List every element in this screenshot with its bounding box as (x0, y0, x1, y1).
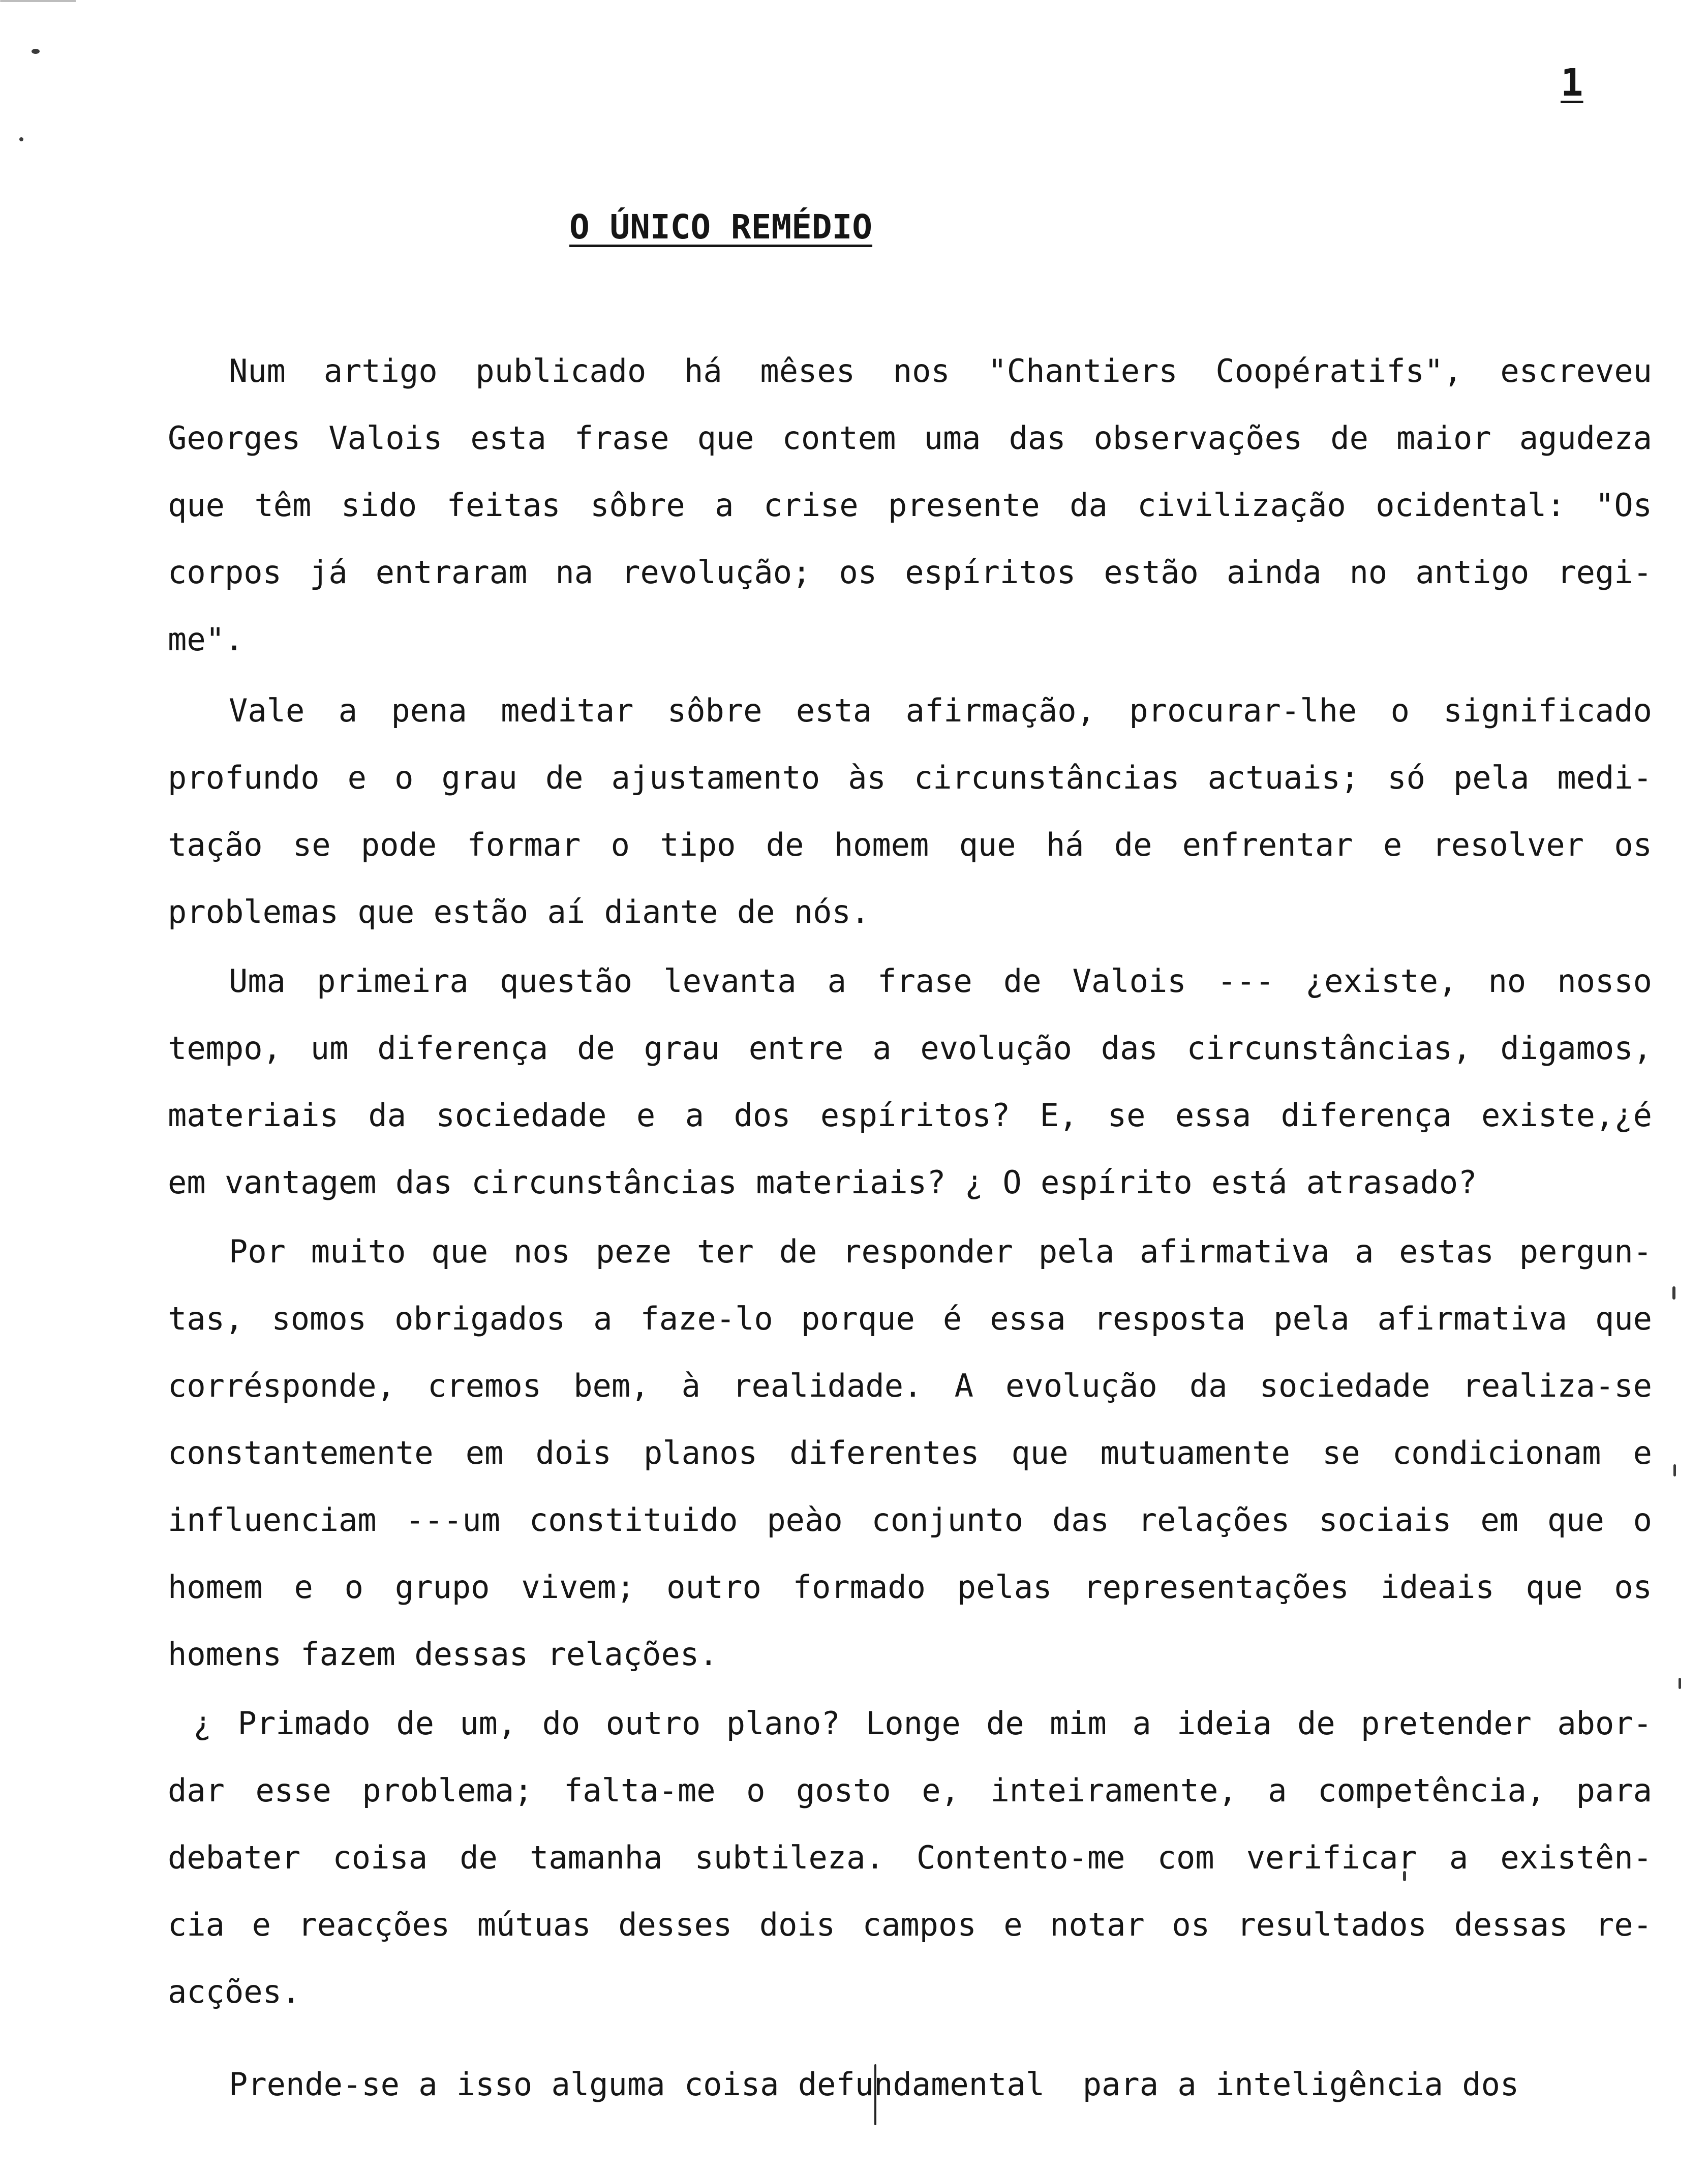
page-number: 1 (1561, 61, 1583, 105)
text-line: problemas que estão aí diante de nós. (168, 893, 870, 930)
page-title: O ÚNICO REMÉDIO (569, 207, 873, 247)
text-line: dar esse problema; falta-me o gosto e, inteiramente, a competência, para (168, 1772, 1652, 1809)
text-line: materiais da sociedade e a dos espíritos? E, se essa diferença existe,¿é (168, 1097, 1652, 1134)
ink-spot-mark (19, 137, 23, 141)
text-line: me". (168, 621, 244, 658)
text-line: homens fazem dessas relações. (168, 1636, 718, 1673)
text-line: Prende-se a isso alguma coisa defundamental para a inteligência dos (229, 2066, 1519, 2103)
text-line: corrésponde, cremos bem, à realidade. A evolução da sociedade realiza-se (168, 1367, 1652, 1404)
text-line: corpos já entraram na revolução; os espíritos estão ainda no antigo regi- (168, 554, 1652, 591)
text-line: tempo, um diferença de grau entre a evolução das circunstâncias, digamos, (168, 1030, 1652, 1067)
text-line: profundo e o grau de ajustamento às circunstâncias actuais; só pela medi- (168, 759, 1652, 796)
text-line: Uma primeira questão levanta a frase de Valois --- ¿existe, no nosso (229, 962, 1652, 1000)
text-line: em vantagem das circunstâncias materiais? ¿ O espírito está atrasado? (168, 1164, 1477, 1201)
scan-edge-mark (0, 0, 76, 2)
text-line: Georges Valois esta frase que contem uma das observações de maior agudeza (168, 419, 1652, 457)
text-line: influenciam ---um constituido peào conjunto das relações sociais em que o (168, 1501, 1652, 1538)
text-line: tas, somos obrigados a faze-lo porque é essa resposta pela afirmativa que (168, 1300, 1652, 1337)
margin-mark (1673, 1464, 1676, 1476)
text-line: homem e o grupo vivem; outro formado pelas representações ideais que os (168, 1568, 1652, 1606)
text-line: acções. (168, 1973, 301, 2010)
text-line: Vale a pena meditar sôbre esta afirmação, procurar-lhe o significado (229, 692, 1652, 729)
text-line: Num artigo publicado há mêses nos "Chantiers Coopératifs", escreveu (229, 352, 1652, 389)
text-line: tação se pode formar o tipo de homem que há de enfrentar e resolver os (168, 826, 1652, 863)
text-line: Por muito que nos peze ter de responder pela afirmativa a estas pergun- (229, 1233, 1652, 1270)
text-line: que têm sido feitas sôbre a crise presente da civilização ocidental: "Os (168, 487, 1652, 524)
text-line: constantemente em dois planos diferentes que mutuamente se condicionam e (168, 1434, 1652, 1471)
text-line: ¿ Primado de um, do outro plano? Longe de mim a ideia de pretender abor- (193, 1705, 1652, 1742)
text-line: debater coisa de tamanha subtileza. Contento-me com verificar a existên- (168, 1839, 1652, 1876)
ink-spot-mark (32, 49, 40, 54)
margin-mark (1672, 1286, 1675, 1300)
text-line: cia e reacções mútuas desses dois campos e notar os resultados dessas re- (168, 1906, 1652, 1943)
margin-mark (1679, 1678, 1681, 1689)
